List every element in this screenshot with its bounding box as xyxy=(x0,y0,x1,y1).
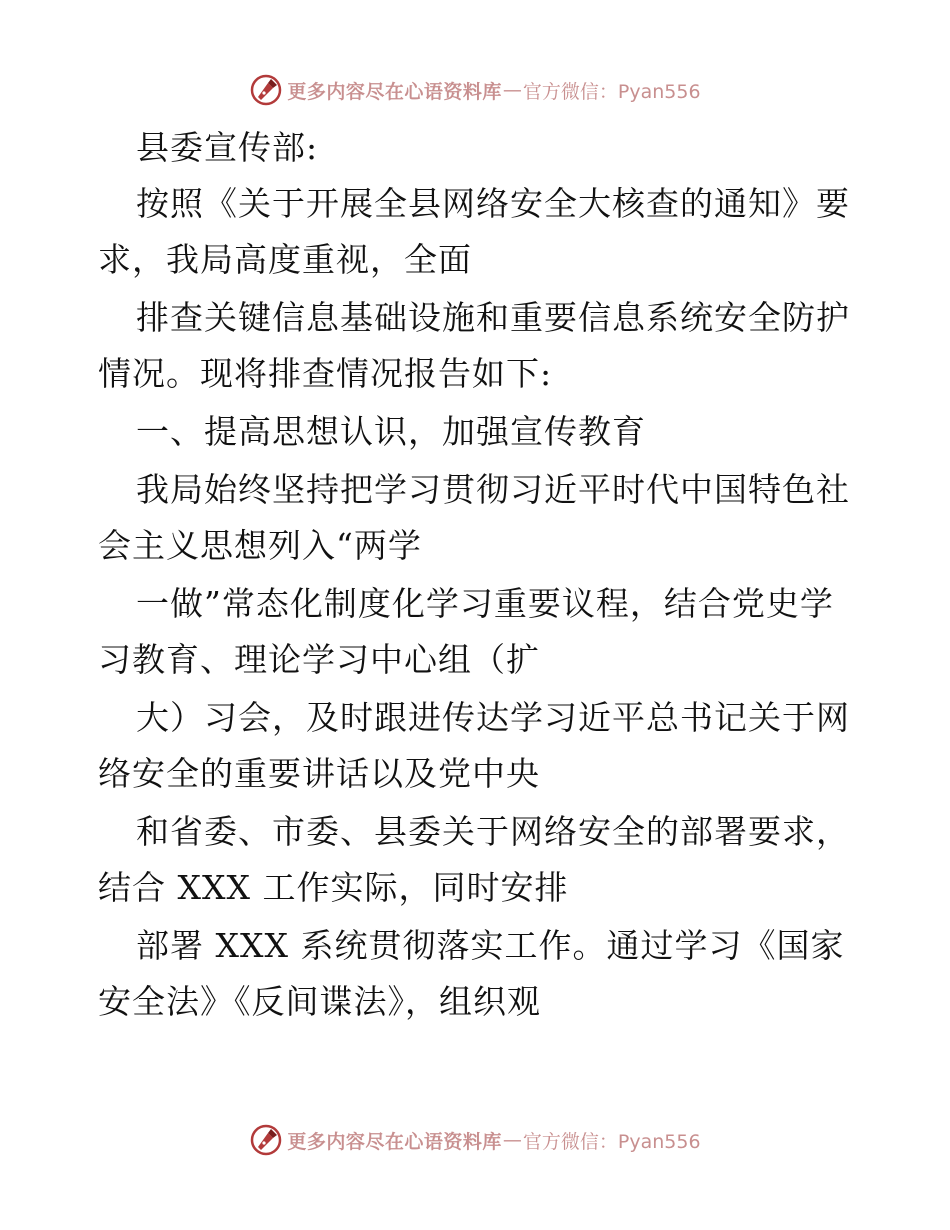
body-line: 大）习会，及时跟进传达学习近平总书记关于网 xyxy=(136,698,850,737)
body-line: 习教育、理论学习中心组（扩 xyxy=(98,640,540,679)
body-line: 安全法》《反间谍法》，组织观 xyxy=(98,982,541,1021)
body-line: 情况。现将排查情况报告如下: xyxy=(98,354,553,393)
body-line: 求，我局高度重视，全面 xyxy=(98,240,472,279)
watermark-brand-text: 更多内容尽在心语资料库 xyxy=(287,80,502,103)
body-line: 络安全的重要讲话以及党中央 xyxy=(98,754,540,793)
pen-nib-logo-icon xyxy=(249,73,283,107)
body-line: 结合 XXX 工作实际，同时安排 xyxy=(98,868,569,907)
body-line: 按照《关于开展全县网络安全大核查的通知》要 xyxy=(136,184,850,223)
watermark-brand-text: 更多内容尽在心语资料库 xyxy=(287,1130,502,1153)
body-line: 我局始终坚持把学习贯彻习近平时代中国特色社 xyxy=(136,470,850,509)
header-watermark xyxy=(0,70,950,110)
body-line: 部署 XXX 系统贯彻落实工作。通过学习《国家 xyxy=(136,926,845,965)
body-line: 县委宣传部: xyxy=(136,128,319,167)
watermark-separator: — xyxy=(502,79,522,101)
footer-watermark xyxy=(0,1120,950,1160)
section-heading: 一、提高思想认识，加强宣传教育 xyxy=(136,412,646,451)
body-line: 会主义思想列入“两学 xyxy=(98,526,422,565)
watermark-contact-text: 官方微信：Pyan556 xyxy=(522,1130,701,1153)
pen-nib-logo-icon xyxy=(249,1123,283,1157)
body-line: 一做”常态化制度化学习重要议程，结合党史学 xyxy=(136,584,834,623)
body-line: 和省委、市委、县委关于网络安全的部署要求， xyxy=(136,812,850,851)
watermark-contact-text: 官方微信：Pyan556 xyxy=(522,80,701,103)
body-line: 排查关键信息基础设施和重要信息系统安全防护 xyxy=(136,298,850,337)
watermark-separator: — xyxy=(502,1129,522,1151)
